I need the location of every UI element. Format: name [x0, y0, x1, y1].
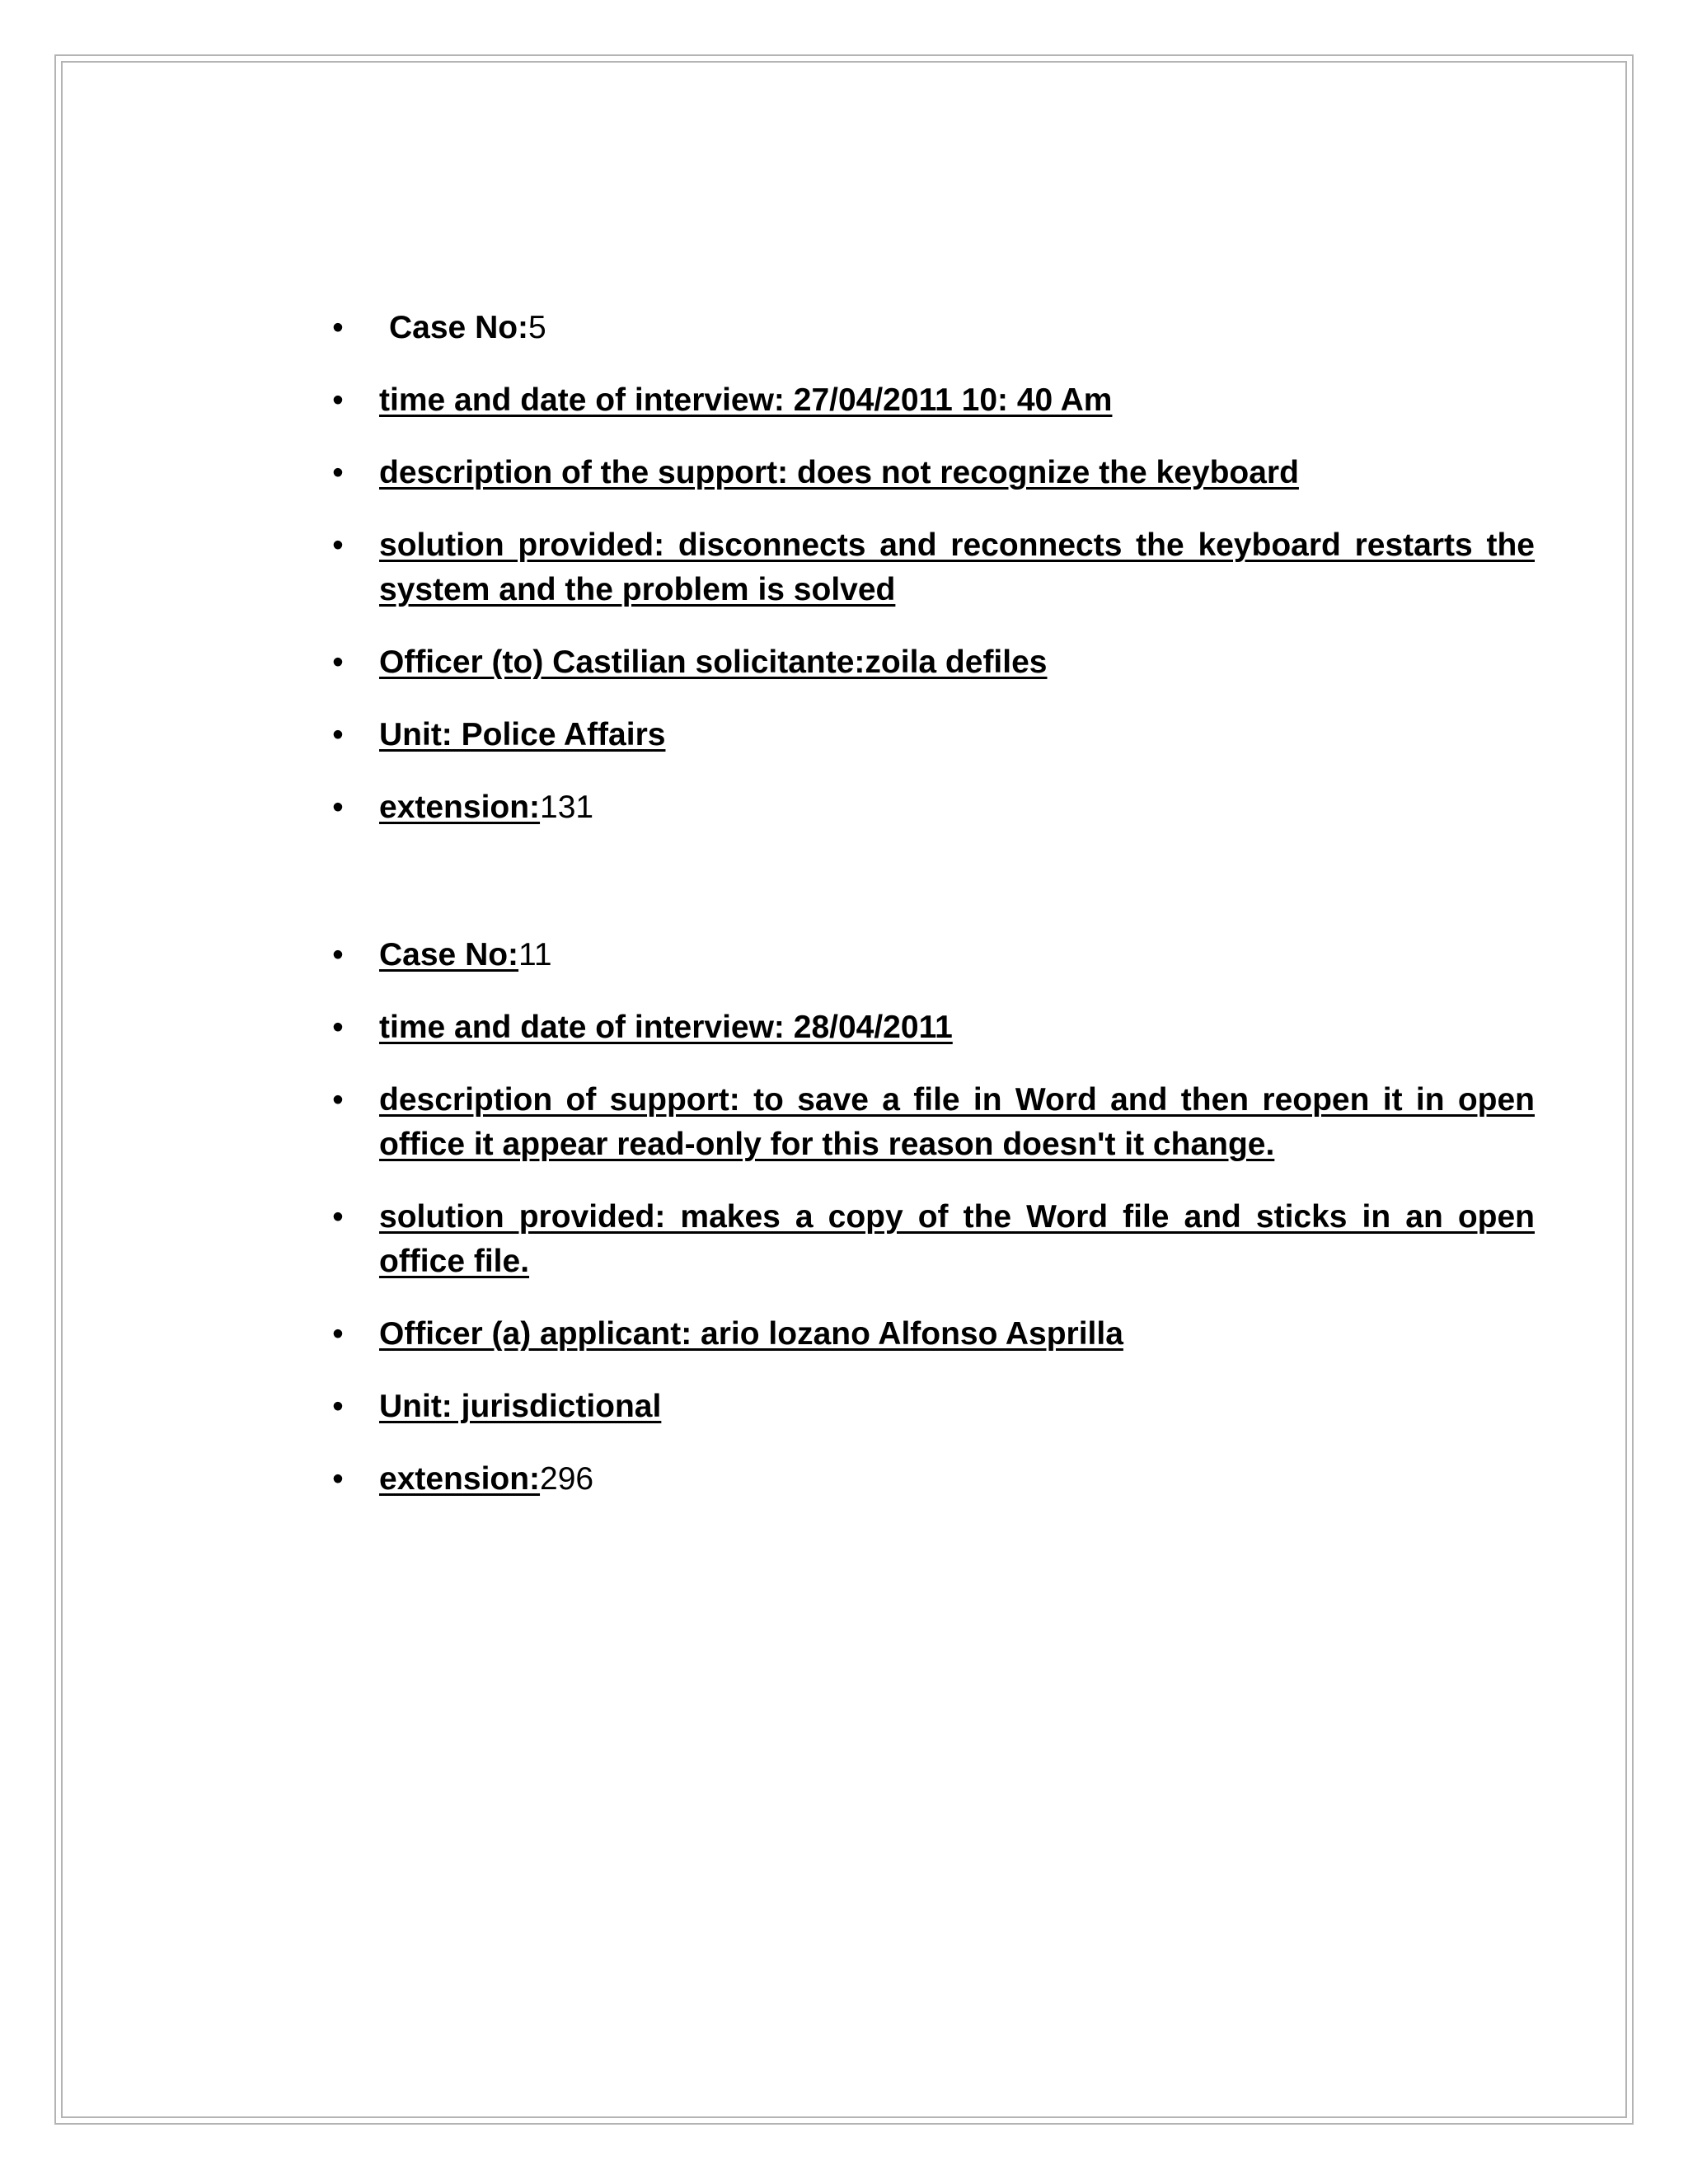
description-text: description of the support: does not recognize the keyboard [379, 455, 1299, 490]
extension-value: 131 [540, 790, 594, 825]
description-text: description of support: to save a file in Word and then reopen it in open office it appear read-only for this reason doesn't it change. [379, 1082, 1535, 1162]
case-list-2 [330, 933, 1535, 1530]
extension-item [330, 785, 1535, 830]
case-list-1 [330, 306, 1535, 858]
bullet-icon: • [332, 310, 344, 345]
bullet-icon: • [332, 382, 344, 418]
case-number-item [330, 306, 1535, 350]
extension-label: extension: [379, 1461, 541, 1497]
bullet-icon: • [332, 790, 344, 825]
unit-text: Unit: Police Affairs [379, 717, 666, 752]
case-number-value: 11 [518, 937, 552, 972]
time-date-item [330, 378, 1535, 423]
description-item [330, 451, 1535, 495]
bullet-icon: • [332, 527, 344, 563]
extension-item [330, 1457, 1535, 1502]
bullet-icon: • [332, 1082, 344, 1118]
time-date-text: time and date of interview: 27/04/2011 10: 40 Am [379, 382, 1113, 418]
case-number-value: 5 [528, 310, 546, 345]
unit-item [330, 713, 1535, 757]
unit-item [330, 1385, 1535, 1429]
bullet-icon: • [332, 1389, 344, 1424]
extension-label: extension: [379, 790, 541, 825]
bullet-icon: • [332, 937, 344, 972]
solution-text: solution provided: disconnects and reconnects the keyboard restarts the system and the problem is solved [379, 527, 1535, 607]
time-date-text: time and date of interview: 28/04/2011 [379, 1010, 953, 1045]
case-number-label: Case No: [389, 310, 529, 345]
solution-text: solution provided: makes a copy of the Word file and sticks in an open office file. [379, 1199, 1535, 1279]
bullet-icon: • [332, 1010, 344, 1045]
bullet-icon: • [332, 644, 344, 680]
bullet-icon: • [332, 1461, 344, 1497]
solution-item [330, 1195, 1535, 1284]
bullet-icon: • [332, 1199, 344, 1235]
officer-item [330, 640, 1535, 685]
case-number-item [330, 933, 1535, 977]
time-date-item [330, 1005, 1535, 1050]
extension-value: 296 [540, 1461, 594, 1497]
officer-text: Officer (a) applicant: ario lozano Alfonso Asprilla [379, 1316, 1123, 1352]
officer-text: Officer (to) Castilian solicitante:zoila defiles [379, 644, 1048, 680]
solution-item [330, 523, 1535, 612]
case-number-label: Case No: [379, 937, 519, 972]
bullet-icon: • [332, 455, 344, 490]
bullet-icon: • [332, 1316, 344, 1352]
unit-text: Unit: jurisdictional [379, 1389, 662, 1424]
officer-item [330, 1312, 1535, 1357]
description-item [330, 1078, 1535, 1167]
bullet-icon: • [332, 717, 344, 752]
